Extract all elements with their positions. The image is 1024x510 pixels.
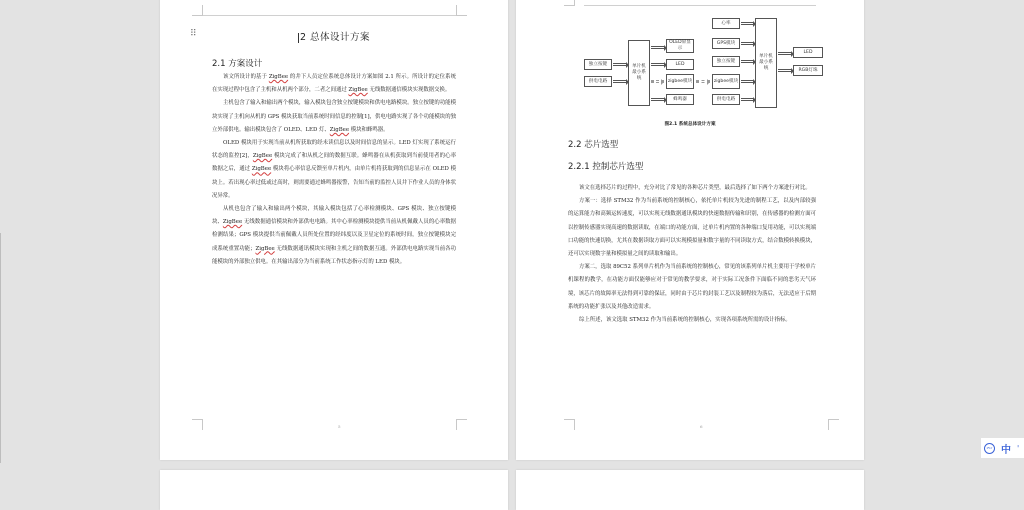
margin-corner-bottom-left	[564, 419, 575, 430]
margin-corner-top-left	[564, 0, 575, 6]
page-number: 5	[338, 424, 341, 429]
section-heading-2-2-1: 2.2.1 控制芯片选型	[568, 162, 644, 172]
paragraph-1: 该文所设计的基于 ZigBee 的井下人员定位系统总体设计方案如图 2.1 所示。所设计的定位系统在实现过程中包含了主机和从机两个部分，二者之间通过 ZigBee 无线数据通信模块实现数据交换。	[212, 74, 457, 94]
drag-handle-icon[interactable]: ⠿	[190, 29, 196, 39]
arrow	[741, 22, 753, 25]
arrow	[651, 63, 664, 66]
arrow	[741, 60, 753, 63]
arrow	[741, 42, 753, 45]
slave-input-power: 供电电路	[712, 94, 740, 105]
margin-corner-top-right	[456, 5, 467, 16]
host-output-buzzer: 蜂鸣器	[666, 94, 694, 105]
page-body[interactable]	[568, 138, 816, 327]
arrow	[613, 80, 626, 83]
page-body[interactable]	[212, 29, 456, 269]
paragraph-4: 从机也包含了输入和输出两个模块，其输入模块包括了心率检测模块、GPS 模块、独立按键模块、ZigBee 无线数据通信模块和外部供电电路。其中心率检测模块提供当前从机佩戴人员的心率数据检测结果；GPS 模块提供当前佩戴人员所处位置的经纬度以及卫星定位的系统时间，独立按键模块完成系统重置功能；ZigBee 无线数据通讯模块实现和主机之间的数据互通。外部供电电路实现当前各功能模块的外部独立供电。在其输出部分为当前系统工作状态指示灯的 LED 模块。	[212, 206, 456, 265]
arrow	[651, 98, 664, 101]
left-edge-divider	[0, 233, 1, 463]
slave-input-heart-rate: 心率	[712, 18, 740, 29]
slave-input-key: 独立按键	[712, 56, 740, 67]
punctuation-toggle[interactable]: '	[1017, 443, 1020, 453]
section-heading-2-2: 2.2 芯片选型	[568, 140, 619, 150]
input-mode-toggle[interactable]: 中	[1001, 444, 1011, 456]
document-page-8[interactable]	[516, 470, 864, 510]
paragraph-2: 主机包含了输入和输出两个模块，输入模块包含独立按键模块和供电电路模块。独立按键的功能模块实现了主机向从机的 GPS 模块获取当前系统时间信息的控制[1]，供电电路实现了各个功能模块的独立外部供电。输出模块包含了 OLED、LED 灯、ZigBee 模块和蜂鸣器。	[212, 100, 456, 133]
figure-caption: 图2.1 系统总体设计方案	[664, 122, 716, 127]
host-input-power: 供电电路	[584, 76, 612, 87]
page-number: 6	[700, 424, 703, 429]
margin-corner-bottom-right	[456, 419, 467, 430]
margin-corner-bottom-left	[192, 419, 203, 430]
arrow	[741, 98, 753, 101]
paragraph-4: 综上所述，该文选取 STM32 作为当前系统的控制核心，实现各项系统所需的设计指标。	[579, 317, 791, 324]
paragraph-3: 方案二，选取 89C52 系列单片机作为当前系统的控制核心，常见的该系列单片机主要用于学校单片机课程的教学，在功能方面仅能够应对于常见的教学要求，对于实际工况条件下面临不同的恶劣天气环境，该芯片的故障率无法得到可靠的保证，同时由于芯片的封装工艺以及制程较为落后，无法适应于后期系统的功能扩张以及其他改造需求。	[568, 264, 816, 310]
document-page-7[interactable]	[160, 470, 508, 510]
host-output-oled: OLED屏显示	[666, 39, 694, 53]
host-output-led: LED	[666, 59, 694, 70]
document-page-5[interactable]	[160, 0, 508, 460]
arrow	[741, 80, 753, 83]
host-output-zigbee: zigbee模块	[666, 74, 694, 89]
text-cursor	[298, 33, 299, 43]
arrow	[651, 46, 664, 49]
system-block-diagram	[579, 18, 831, 112]
slave-output-led: LED	[793, 47, 823, 58]
ifly-logo-icon[interactable]: iFLY	[984, 443, 995, 454]
paragraph-1: 该文在选择芯片的过程中，充分对比了常见的各种芯片类型，最后选择了如下两个方案进行对比。	[579, 185, 811, 191]
ime-status-bar[interactable]	[981, 438, 1024, 458]
slave-mcu: 单片机最小系统	[755, 18, 777, 108]
slave-output-rgb: RGB灯珠	[793, 65, 823, 76]
chapter-title[interactable]: 2 总体设计方案	[299, 32, 371, 43]
paragraph-3: OLED 模块用于实现当前从机所获取的经未读信息以及时间信息的显示。LED 灯实现了系统运行状态的监控[2]，ZigBee 模块完成了和从机之间的数据互联。蜂鸣器在从机获取到当前使用者的心率数据之后，通过 ZigBee 模块将心率信息反馈至单片机内，由单片机将获取到的信息显示在 OLED 模块上。若出现心率过低或过高时，则需要通过蜂鸣器报警，告知当前的监控人员井下作业人员的身体状况异常。	[212, 140, 457, 199]
zigbee-link-arrow	[696, 80, 710, 83]
arrow	[778, 52, 791, 55]
margin-corner-top-left	[192, 5, 203, 16]
host-input-key: 独立按键	[584, 59, 612, 70]
arrow	[613, 63, 626, 66]
header-line	[584, 5, 816, 6]
paragraph-2: 方案一：选择 STM32 作为当前系统的控制核心，依托单片机较为先进的制程工艺，以及内部较强的运算能力和高频运转速度，可以实现无线数据通讯模块的快速数据传输和识别，在传感器的检测方面可以控制传感器实现高速的数据读取，在端口的功能方面，过单片机内置的各种端口复用功能，可以实现端口功能的快速切换，尤其在数据读取方面可以实现模拟量和数字量的不同读取方式，结合数模转换模块，还可以实现数字量和模拟量之间的读取和输出。	[568, 198, 816, 258]
header-line	[202, 15, 460, 16]
arrow	[778, 69, 791, 72]
margin-corner-bottom-right	[828, 419, 839, 430]
slave-input-gps: GPS模块	[712, 38, 740, 49]
section-heading-2-1: 2.1 方案设计	[212, 59, 263, 69]
bidirectional-arrow	[651, 80, 664, 83]
host-mcu: 单片机最小系统	[628, 40, 650, 106]
slave-input-zigbee: zigbee模块	[712, 74, 740, 89]
